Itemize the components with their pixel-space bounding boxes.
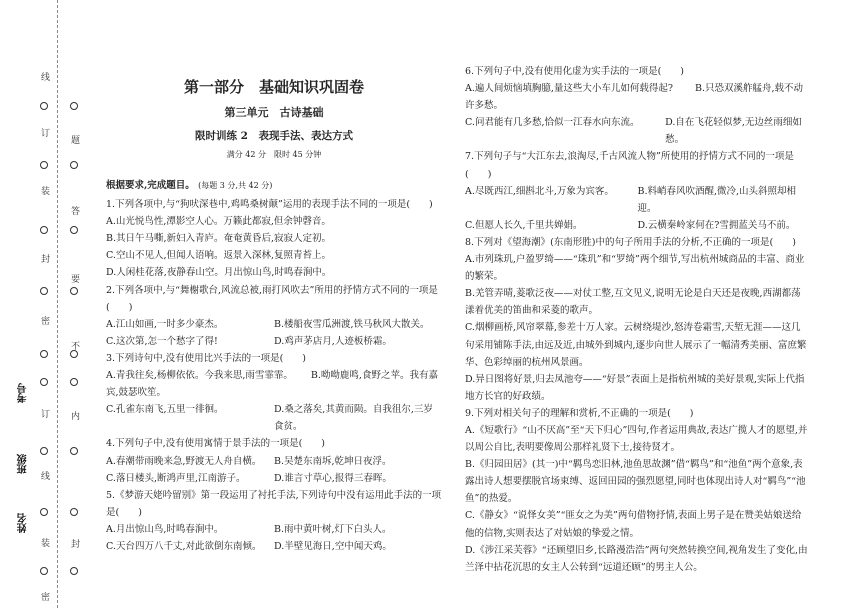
question <box>106 196 442 281</box>
student-field-label: 姓名 <box>18 513 29 533</box>
binding-mark: 要 <box>71 275 81 285</box>
option-row <box>106 401 442 435</box>
student-field-label: 考号 <box>18 383 29 403</box>
question-stem: 5.《梦游天姥吟留别》第一段运用了衬托手法,下列诗句中没有运用此手法的一项是( ) <box>106 489 442 518</box>
instructions-note: (每题 3 分,共 42 分) <box>198 181 273 190</box>
answer-option: B.吴楚东南坼,乾坤日夜浮。 <box>274 455 392 467</box>
answer-option: B.只恐双溪舴艋舟,载不动许多愁。 <box>465 83 804 112</box>
binding-circle <box>40 567 48 575</box>
question-stem: 8.下列对《望海潮》(东南形胜)中的句子所用手法的分析,不正确的一项是( ) <box>465 236 796 248</box>
answer-option: B.雨中黄叶树,灯下白头人。 <box>274 523 392 535</box>
binding-mark: 线 <box>41 73 51 83</box>
binding-mark: 题 <box>71 136 81 146</box>
answer-option: C.空山不见人,但闻人语响。返景入深林,复照青苔上。 <box>106 250 331 262</box>
option-row <box>106 333 442 350</box>
binding-circle <box>40 287 48 295</box>
answer-option: B.其日午马嘶,新妇入青庐。奄奄黄昏后,寂寂人定初。 <box>106 233 332 245</box>
answer-option: C.孔雀东南飞,五里一徘徊。 <box>106 404 224 416</box>
answer-option: C.这次第,怎一个愁字了得! <box>106 335 218 347</box>
question <box>465 234 810 405</box>
question-stem: 1.下列各项中,与“狗吠深巷中,鸡鸣桑树颠”运用的表现手法不同的一项是( ) <box>106 199 433 211</box>
question-stem: 9.下列对相关句子的理解和赏析,不正确的一项是( ) <box>465 407 694 419</box>
binding-circle <box>70 508 78 516</box>
option-row <box>465 183 810 217</box>
answer-option: D.半壁见海日,空中闻天鸡。 <box>274 540 392 552</box>
student-field-label: 班级 <box>18 454 29 474</box>
instructions-text: 根据要求,完成题目。 <box>106 180 195 191</box>
binding-circle <box>70 161 78 169</box>
binding-mark: 密 <box>41 317 51 327</box>
binding-circle <box>40 378 48 386</box>
right-column <box>465 63 810 576</box>
binding-circle <box>40 102 48 110</box>
binding-mark: 封 <box>41 255 51 265</box>
binding-mark: 线 <box>41 472 51 482</box>
unit-title: 第三单元 古诗基础 <box>224 106 324 119</box>
question-stem: 6.下列句子中,没有使用化虚为实手法的一项是( ) <box>465 66 684 77</box>
answer-option: C.问君能有几多愁,恰似一江春水向东流。 <box>465 117 640 129</box>
binding-mark: 不 <box>71 342 81 352</box>
score-info: 满分 42 分 限时 45 分钟 <box>226 150 322 159</box>
answer-option: C.烟柳画桥,风帘翠幕,参差十万人家。云树绕堤沙,怒涛卷霜雪,天堑无涯——这几句采用铺陈手法,由远及近,由城外到城内,逐步向世人展示了一幅清秀美丽、富庶繁华、色彩绰丽的杭州风景画。 <box>465 322 807 368</box>
left-column <box>106 78 442 555</box>
binding-mark: 装 <box>41 187 51 197</box>
instructions <box>106 177 442 194</box>
answer-option: A.尽既西江,细斟北斗,万象为宾客。 <box>465 185 614 197</box>
answer-option: B.《归园田居》(其一)中“羁鸟恋旧林,池鱼思故渊”借“羁鸟”和“池鱼”两个意象,表露出诗人想要摆脱官场束缚、返回田园的强烈愿望,同时也体现出诗人对“羁鸟”“池鱼”的热爱。 <box>465 459 806 505</box>
page-title: 第一部分 基础知识巩固卷 <box>183 78 364 96</box>
binding-mark: 答 <box>71 207 81 217</box>
question <box>465 148 810 233</box>
training-title: 限时训练 2 表现手法、表达方式 <box>195 130 353 142</box>
binding-circle <box>70 226 78 234</box>
answer-option: D.桑之落矣,其黄而陨。自我徂尔,三岁食贫。 <box>274 404 433 433</box>
answer-option: A.青我往矣,杨柳依依。今我来思,雨雪霏霏。 <box>106 370 293 382</box>
question-stem: 7.下列句子与“大江东去,浪淘尽,千古风流人物”所使用的抒情方式不同的一项是( ) <box>465 151 794 180</box>
question-stem: 4.下列句子中,没有使用寓情于景手法的一项是( ) <box>106 438 325 450</box>
question <box>106 435 442 486</box>
answer-option: D.异日图将好景,归去凤池夸——“好景”表面上是指杭州城的美好景观,实际上代指地方长官的好政绩。 <box>465 373 805 402</box>
option-row <box>106 453 442 470</box>
answer-option: A.山光悦鸟性,潭影空人心。万籁此都寂,但余钟磬音。 <box>106 216 331 228</box>
answer-option: A.江山如画,一时多少豪杰。 <box>106 318 224 330</box>
binding-mark: 订 <box>41 129 51 139</box>
question <box>465 63 810 148</box>
binding-circle <box>70 447 78 455</box>
answer-option: B.楼船夜雪瓜洲渡,铁马秋风大散关。 <box>274 318 430 330</box>
binding-circle <box>40 161 48 169</box>
option-row <box>465 217 810 234</box>
answer-option: A.遍人间烦恼填胸臆,量这些大小车儿如何载得起? <box>465 83 673 95</box>
option-row <box>106 316 442 333</box>
binding-mark: 封 <box>71 540 81 550</box>
question <box>106 487 442 555</box>
option-row <box>106 470 442 487</box>
binding-dashed-line <box>57 0 58 608</box>
answer-option: D.人闲桂花落,夜静春山空。月出惊山鸟,时鸣春涧中。 <box>106 267 332 279</box>
binding-mark: 内 <box>71 412 81 422</box>
binding-mark: 密 <box>41 593 51 603</box>
question <box>106 350 442 435</box>
binding-mark: 装 <box>41 539 51 549</box>
binding-circle <box>70 350 78 358</box>
answer-option: A.春潮带雨晚来急,野渡无人舟自横。 <box>106 455 262 467</box>
binding-circle <box>40 226 48 234</box>
option-row <box>106 538 442 555</box>
answer-option: B.羌管弄晴,菱歌泛夜——对仗工整,互文见义,说明无论是白天还是夜晚,西湖都荡漾着优美的笛曲和采菱的歌声。 <box>465 288 801 317</box>
answer-option: A.《短歌行》“山不厌高”至“天下归心”四句,作者运用典故,表达广揽人才的愿望,并以周公自比,表明要像周公那样礼贤下士,接待贤才。 <box>465 424 808 454</box>
answer-option: B.料峭春风吹酒醒,微冷,山头斜照却相迎。 <box>637 185 797 214</box>
answer-option: D.鸡声茅店月,人迹板桥霜。 <box>274 335 392 347</box>
answer-option: A.市列珠玑,户盈罗绮——“珠玑”和“罗绮”两个细节,写出杭州城商品的丰富、商业的繁荣。 <box>465 254 805 283</box>
answer-option: D.《涉江采芙蓉》“还顾望旧乡,长路漫浩浩”两句突然转换空间,视角发生了变化,由兰泽中拈花沉思的女主人公转到“远道还顾”的男主人公。 <box>465 544 808 573</box>
binding-circle <box>70 567 78 575</box>
answer-option: C.天台四万八千丈,对此欲倒东南倾。 <box>106 540 262 552</box>
option-row <box>106 521 442 538</box>
answer-option: A.月出惊山鸟,时鸣春涧中。 <box>106 523 224 535</box>
option-row <box>465 114 810 148</box>
binding-circle <box>40 508 48 516</box>
answer-option: D.谁言寸草心,报得三春晖。 <box>274 472 392 484</box>
answer-option: C.但愿人长久,千里共婵娟。 <box>465 219 583 231</box>
binding-circle <box>70 102 78 110</box>
binding-margin <box>0 0 88 608</box>
question-stem: 2.下列各项中,与“舞榭歌台,风流总被,雨打风吹去”所用的抒情方式不同的一项是( ) <box>106 284 438 313</box>
question-stem: 3.下列诗句中,没有使用比兴手法的一项是( ) <box>106 352 306 364</box>
binding-circle <box>40 447 48 455</box>
question <box>106 282 442 350</box>
question <box>465 405 810 576</box>
binding-mark: 订 <box>41 410 51 420</box>
answer-option: D.自在飞花轻似梦,无边丝雨细如愁。 <box>665 117 802 146</box>
answer-option: D.云横秦岭家何在?雪拥蓝关马不前。 <box>637 219 796 231</box>
answer-option: C.《静女》“说怿女美”“匪女之为美”两句借物抒情,表面上男子是在赞美姑娘送给他的信物,实则表达了对姑娘的挚爱之情。 <box>465 510 802 539</box>
answer-option: B.呦呦鹿鸣,食野之苹。我有嘉宾,鼓瑟吹笙。 <box>106 370 438 399</box>
answer-option: C.落日楼头,断鸿声里,江南游子。 <box>106 472 246 484</box>
binding-circle <box>70 378 78 386</box>
binding-circle <box>40 350 48 358</box>
option-row <box>106 367 442 401</box>
binding-circle <box>70 287 78 295</box>
option-row <box>465 80 810 114</box>
